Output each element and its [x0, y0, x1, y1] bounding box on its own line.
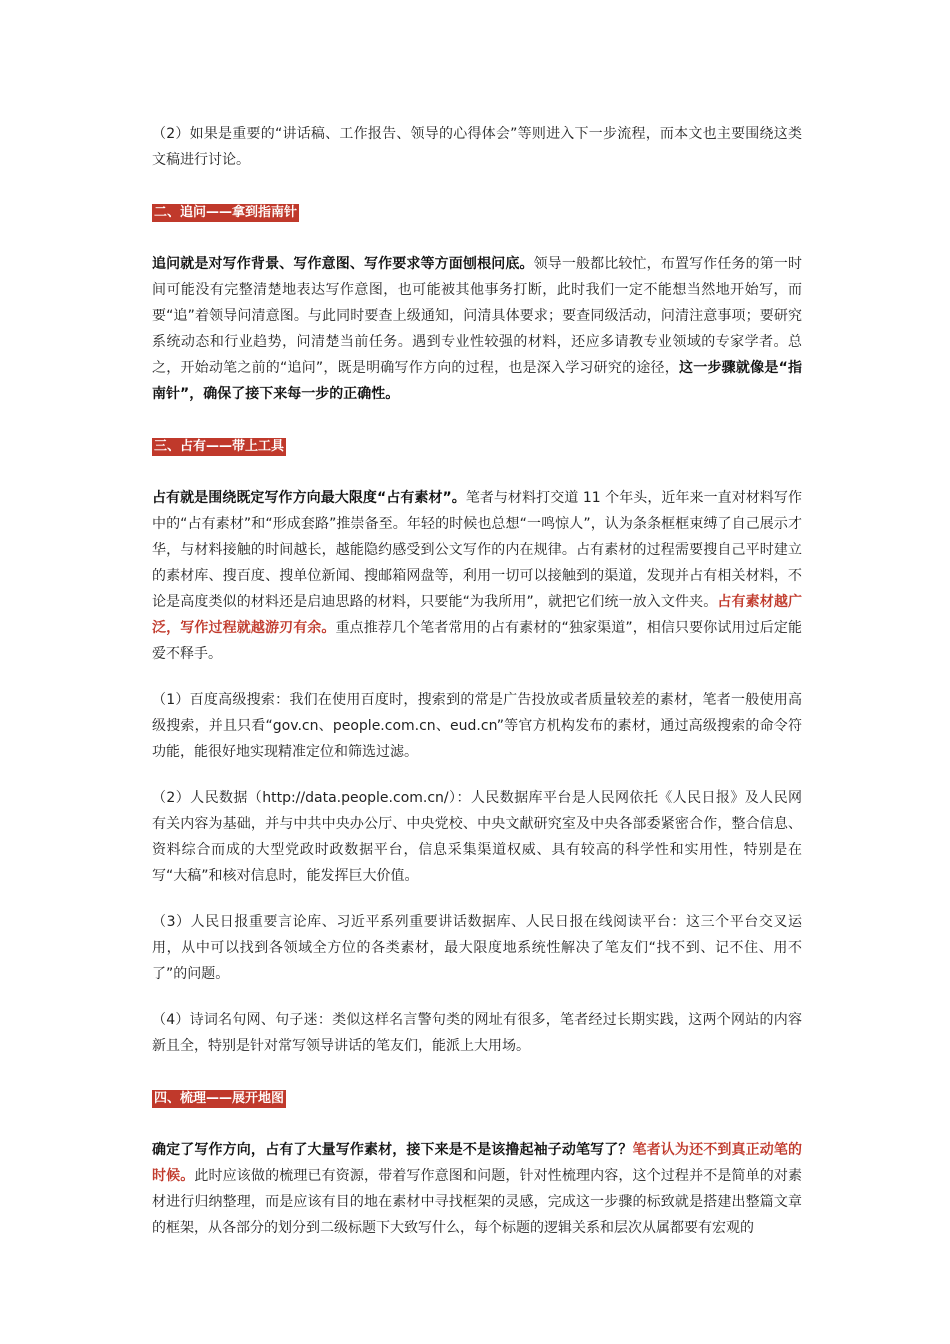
- section-heading: [152, 1085, 802, 1111]
- bold-text: 占有就是围绕既定写作方向最大限度“占有素材”。: [152, 490, 466, 506]
- bold-text: 追问就是对写作背景、写作意图、写作要求等方面刨根问底。: [152, 256, 534, 272]
- body-text: 此时应该做的梳理已有资源，带着写作意图和问题，针对性梳理内容，这个过程并不是简单的对素材进行归纳整理，而是应该有目的地在素材中寻找框架的灵感，完成这一步骤的标致就是搭建出整篇文章的框架，从各部分的划分到二级标题下大致写什么，每个标题的逻辑关系和层次从属都要有宏观的: [152, 1168, 803, 1236]
- paragraph: （2）如果是重要的“讲话稿、工作报告、领导的心得体会”等则进入下一步流程，而本文也主要围绕这类文稿进行讨论。: [152, 126, 802, 168]
- section-heading: [152, 433, 802, 459]
- list-item: （1）百度高级搜索：我们在使用百度时，搜索到的常是广告投放或者质量较差的素材，笔者一般使用高级搜索，并且只看“gov.cn、people.com.cn、eud.cn”等官方机构发布的素材，通过高级搜索的命令符功能，能很好地实现精准定位和筛选过滤。: [152, 692, 802, 760]
- heading-label: 三、占有——带上工具: [154, 439, 285, 454]
- highlight-text: 占有素材越广泛，写作过程就越游刃有余。: [152, 594, 803, 636]
- list-item: （3）人民日报重要言论库、习近平系列重要讲话数据库、人民日报在线阅读平台：这三个平台交叉运用，从中可以找到各领域全方位的各类素材，最大限度地系统性解决了笔友们“找不到、记不住、用不了”的问题。: [152, 914, 802, 982]
- list-item: （4）诗词名句网、句子迷：类似这样名言警句类的网址有很多，笔者经过长期实践，这两个网站的内容新且全，特别是针对常写领导讲话的笔友们，能派上大用场。: [152, 1012, 802, 1054]
- body-text: 笔者与材料打交道 11 个年头，近年来一直对材料写作中的“占有素材”和“形成套路”推崇备至。年轻的时候也总想“一鸣惊人”，认为条条框框束缚了自己展示才华，与材料接触的时间越长，越能隐约感受到公文写作的内在规律。占有素材的过程需要搜自己平时建立的素材库、搜百度、搜单位新闻、搜邮箱网盘等，利用一切可以接触到的渠道，发现并占有相关材料，不论是高度类似的材料还是启迪思路的材料，只要能“为我所用”，就把它们统一放入文件夹。: [152, 490, 802, 610]
- paragraph: [152, 251, 802, 407]
- bold-text: 确定了写作方向，占有了大量写作素材，接下来是不是该撸起袖子动笔写了？: [152, 1142, 633, 1158]
- heading-label: 二、追问——拿到指南针: [154, 205, 298, 220]
- paragraph: [152, 1137, 802, 1241]
- body-text: 领导一般都比较忙，布置写作任务的第一时间可能没有完整清楚地表达写作意图，也可能被其他事务打断，此时我们一定不能想当然地开始写，而要“追”着领导问清意图。与此同时要查上级通知，问清具体要求；要查同级活动，问清注意事项；要研究系统动态和行业趋势，问清楚当前任务。遇到专业性较强的材料，还应多请教专业领域的专家学者。总之，开始动笔之前的“追问”，既是明确写作方向的过程，也是深入学习研究的途径，: [152, 256, 803, 376]
- highlight-text: 笔者认为还不到真正动笔的时候。: [152, 1142, 802, 1184]
- article-body: [152, 121, 802, 1241]
- section-heading: [152, 199, 802, 225]
- heading-label: 四、梳理——展开地图: [154, 1091, 285, 1106]
- bold-text: 这一步骤就像是“指南针”，确保了接下来每一步的正确性。: [152, 360, 802, 402]
- paragraph: [152, 485, 802, 667]
- list-item: （2）人民数据（http://data.people.com.cn/）：人民数据库平台是人民网依托《人民日报》及人民网有关内容为基础，并与中共中央办公厅、中央党校、中央文献研究室及中央各部委紧密合作，整合信息、资料综合而成的大型党政时政数据平台，信息采集渠道权威、具有较高的科学性和实用性，特别是在写“大稿”和核对信息时，能发挥巨大价值。: [152, 790, 802, 884]
- body-text: 重点推荐几个笔者常用的占有素材的“独家渠道”，相信只要你试用过后定能爱不释手。: [152, 620, 803, 662]
